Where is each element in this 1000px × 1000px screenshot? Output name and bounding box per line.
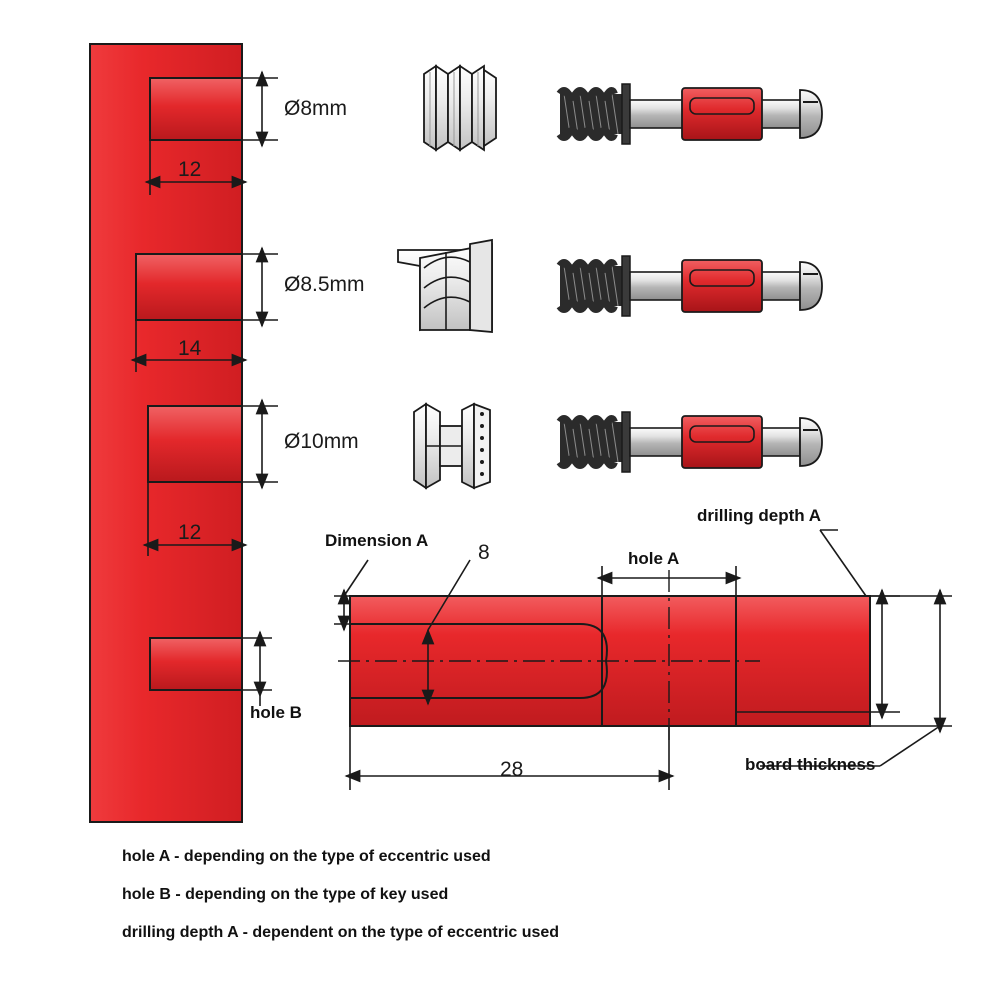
label-length-28: 28 (500, 758, 524, 781)
label-depth-12-top: 12 (178, 158, 202, 181)
note-hole-a: hole A - depending on the type of eccentric used (122, 848, 491, 865)
connector-bolt-row-2 (560, 256, 822, 316)
label-depth-12-bottom: 12 (178, 521, 202, 544)
label-diameter-8: Ø8mm (284, 97, 347, 120)
red-board-panel (90, 44, 242, 822)
label-hole-a: hole A (628, 549, 680, 568)
insert-ribbed-dowel (424, 66, 496, 150)
note-drilling-depth-a: drilling depth A - dependent on the type of eccentric used (122, 924, 560, 941)
label-bore-diameter-8: 8 (478, 541, 490, 564)
label-dimension-a: Dimension A (325, 531, 429, 550)
connector-bolt-row-3 (560, 412, 822, 472)
insert-threaded-dowel (398, 240, 492, 332)
label-board-thickness: board thickness (745, 755, 876, 774)
label-drilling-depth-a: drilling depth A (697, 506, 822, 525)
label-diameter-10: Ø10mm (284, 430, 359, 453)
insert-flanged-dowel (414, 404, 490, 488)
connector-bolt-row-1 (560, 84, 822, 144)
note-hole-b: hole B - depending on the type of key used (122, 886, 449, 903)
label-diameter-85: Ø8.5mm (284, 273, 365, 296)
label-hole-b: hole B (250, 703, 302, 722)
label-depth-14: 14 (178, 337, 202, 360)
